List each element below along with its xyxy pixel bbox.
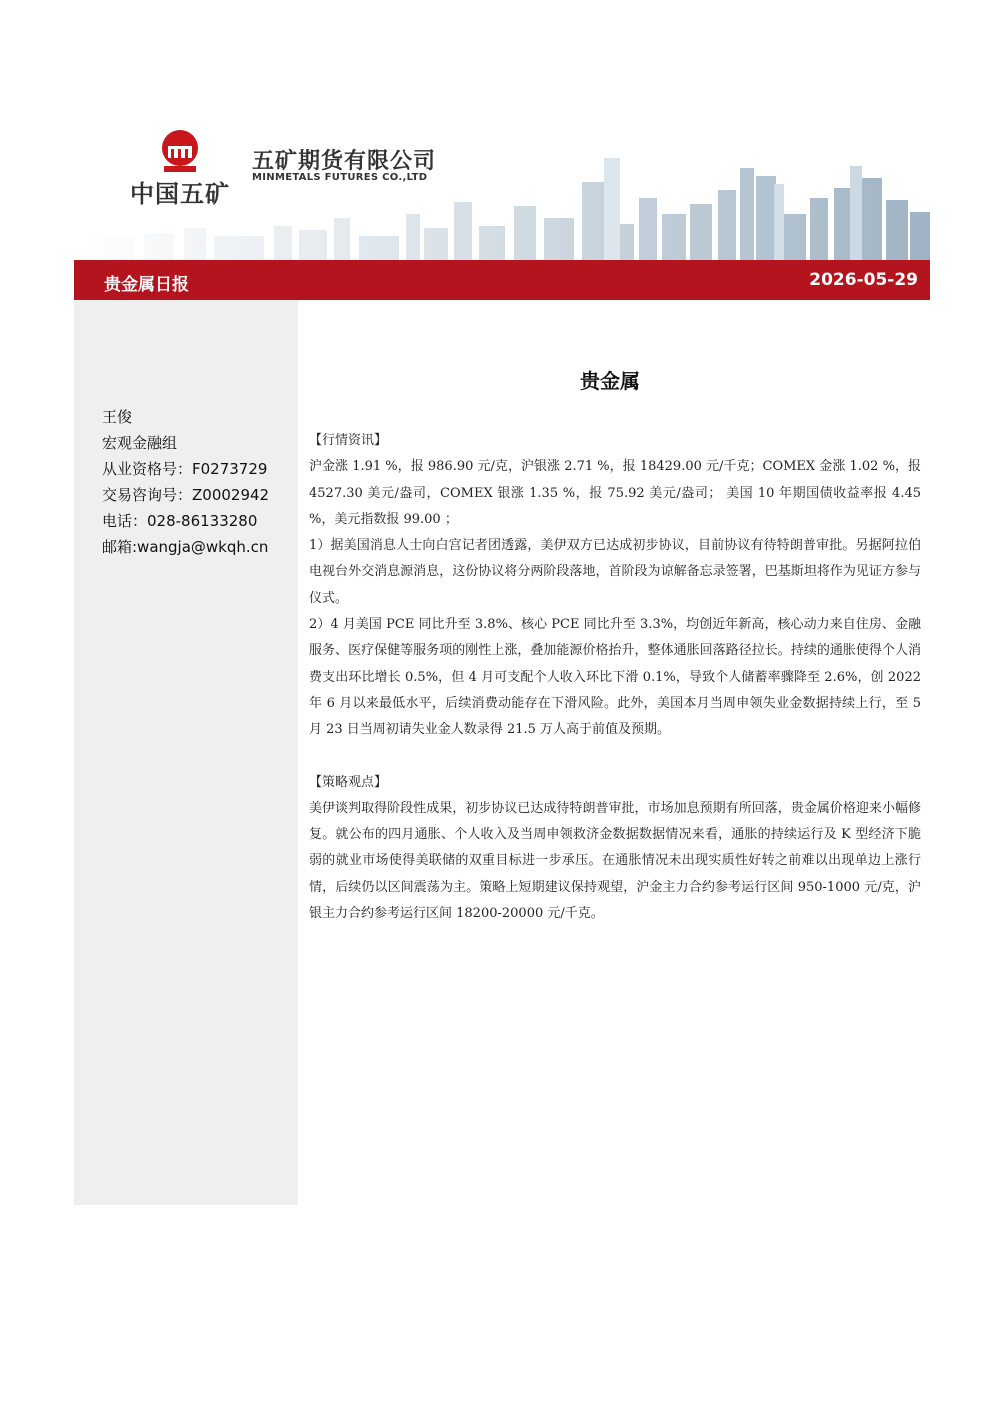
author-email: 邮箱:wangja@wkqh.cn bbox=[102, 538, 269, 556]
author-qualification: 从业资格号：F0273729 bbox=[102, 460, 268, 478]
report-header bbox=[74, 118, 930, 260]
author-info bbox=[102, 404, 269, 560]
report-banner bbox=[74, 260, 930, 300]
minmetals-logo-icon bbox=[158, 128, 202, 180]
strategy-paragraph: 美伊谈判取得阶段性成果，初步协议已达成待特朗普审批，市场加息预期有所回落，贵金属价格迎来小幅修复。就公布的四月通胀、个人收入及当周申领救济金数据数据情况来看，通胀的持续运行及 K 型经济下脆弱的就业市场使得美联储的双重目标进一步承压。在通胀情况未出现实质性好转之前难以出现单边上涨行情，后续仍以区间震荡为主。策略上短期建议保持观望，沪金主力合约参考运行区间 950-1000 元/克，沪银主力合约参考运行区间 18200-20000 元/千克。 bbox=[309, 800, 921, 922]
market-paragraph-1: 沪金涨 1.91 %，报 986.90 元/克，沪银涨 2.71 %，报 18429.00 元/千克；COMEX 金涨 1.02 %，报 4527.30 美元/盎司，COMEX 银涨 1.35 %，报 75.92 美元/盎司； 美国 10 年期国债收益率报 4.45 %，美元指数报 99.00 ； bbox=[309, 459, 921, 527]
author-group: 宏观金融组 bbox=[102, 434, 178, 452]
report-date: 2026-05-29 bbox=[809, 270, 918, 290]
report-type: 贵金属日报 bbox=[104, 275, 189, 295]
author-phone: 电话：028-86133280 bbox=[102, 512, 258, 530]
company-name-cn: 五矿期货有限公司 bbox=[252, 149, 437, 174]
strategy-section-heading: 【策略观点】 bbox=[309, 774, 388, 790]
market-section-heading: 【行情资讯】 bbox=[309, 433, 388, 448]
report-content bbox=[309, 428, 921, 927]
page-title: 贵金属 bbox=[580, 369, 640, 393]
author-sidebar bbox=[74, 300, 298, 1205]
company-name-en: MINMETALS FUTURES CO.,LTD bbox=[252, 172, 428, 183]
market-paragraph-2: 1）据美国消息人士向白宫记者团透露，美伊双方已达成初步协议，目前协议有待特朗普审批。另据阿拉伯电视台外交消息源消息，这份协议将分两阶段落地，首阶段为谅解备忘录签署，巴基斯坦将作为见证方参与仪式。 bbox=[309, 538, 921, 606]
market-paragraph-3: 2）4 月美国 PCE 同比升至 3.8%、核心 PCE 同比升至 3.3%，均创近年新高，核心动力来自住房、金融服务、医疗保健等服务项的刚性上涨，叠加能源价格抬升，整体通胀回落路径拉长。持续的通胀使得个人消费支出环比增长 0.5%，但 4 月可支配个人收入环比下滑 0.1%，导致个人储蓄率骤降至 2.6%，创 2022 年 6 月以来最低水平，后续消费动能存在下滑风险。此外，美国本月当周申领失业金数据持续上行，至 5 月 23 日当周初请失业金人数录得 21.5 万人高于前值及预期。 bbox=[309, 617, 921, 738]
logo-text: 中国五矿 bbox=[130, 180, 230, 208]
author-name: 王俊 bbox=[102, 408, 133, 426]
author-consult-number: 交易咨询号：Z0002942 bbox=[102, 486, 270, 504]
